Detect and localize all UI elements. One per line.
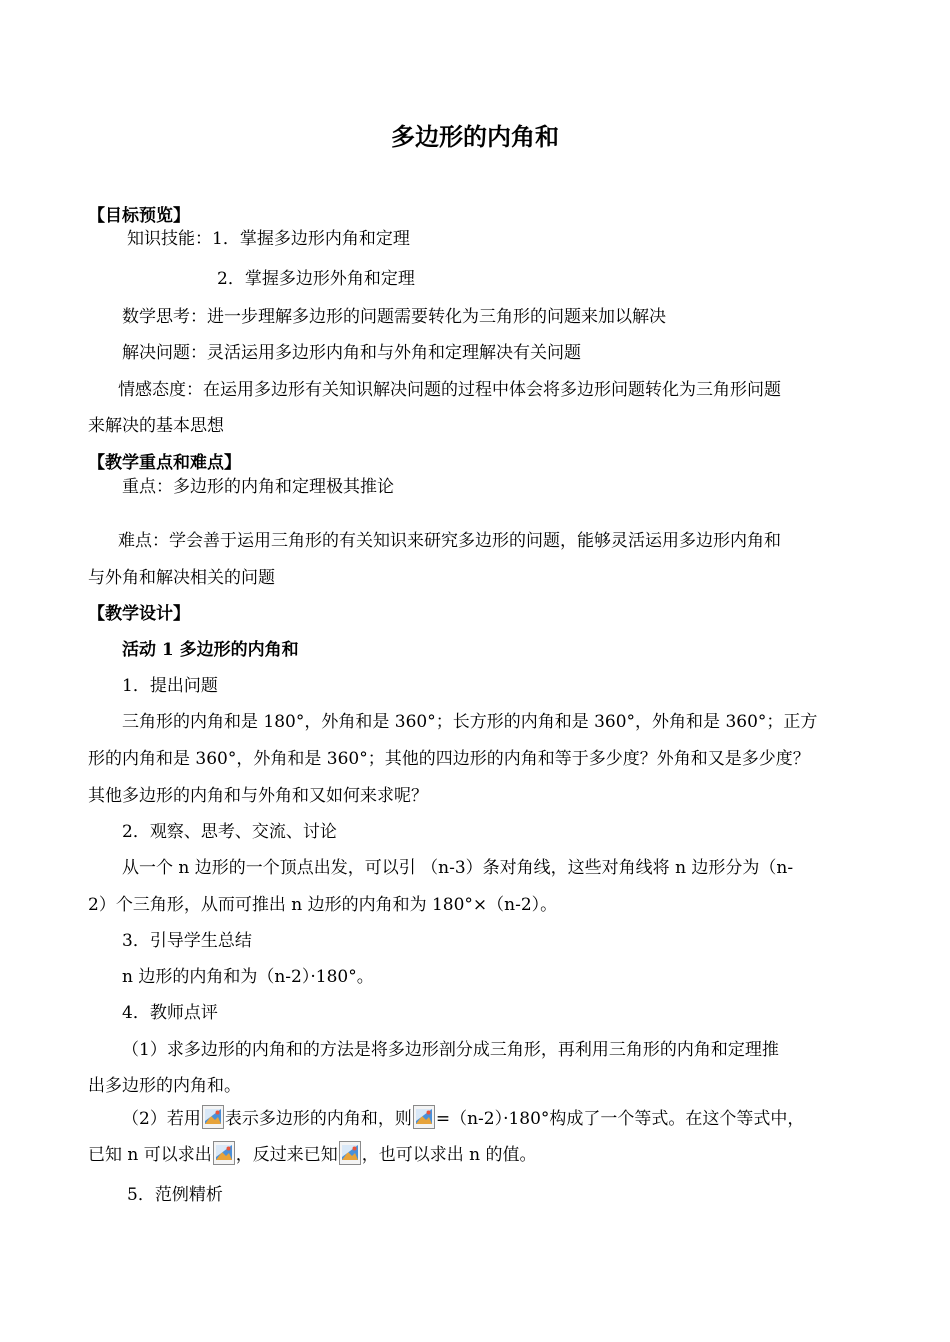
attitude-line-2: 来解决的基本思想 [88, 416, 224, 436]
step-2-line-1: 从一个 n 边形的一个顶点出发，可以引 （n-3）条对角线，这些对角线将 n 边形分为（n- [122, 858, 794, 878]
design-heading: 【教学设计】 [88, 604, 190, 624]
difficulty-line-2: 与外角和解决相关的问题 [88, 568, 275, 588]
text-fragment: 已知 n 可以求出 [88, 1145, 212, 1165]
knowledge-skill-1: 知识技能：1．掌握多边形内角和定理 [127, 229, 410, 249]
attitude-line-1: 情感态度：在运用多边形有关知识解决问题的过程中体会将多边形问题转化为三角形问题 [118, 380, 781, 400]
page-title: 多边形的内角和 [391, 122, 559, 151]
step-4-p1-line-2: 出多边形的内角和。 [88, 1076, 241, 1096]
step-1-line-2: 形的内角和是 360°，外角和是 360°；其他的四边形的内角和等于多少度？外角和又是多少度？ [88, 749, 810, 769]
step-1-line-3: 其他多边形的内角和与外角和又如何来求呢？ [88, 786, 428, 806]
activity-title: 活动 1 多边形的内角和 [122, 640, 299, 660]
broken-image-icon [213, 1141, 235, 1165]
broken-image-icon [202, 1105, 224, 1129]
text-fragment: =（n-2）·180°构成了一个等式。在这个等式中， [435, 1109, 805, 1129]
text-fragment: （2）若用 [122, 1109, 201, 1129]
broken-image-icon [339, 1141, 361, 1165]
step-3-heading: 3．引导学生总结 [122, 931, 252, 951]
step-1-heading: 1．提出问题 [122, 676, 218, 696]
step-2-heading: 2．观察、思考、交流、讨论 [122, 822, 337, 842]
key-points-heading: 【教学重点和难点】 [88, 453, 241, 473]
problem-solving: 解决问题：灵活运用多边形内角和与外角和定理解决有关问题 [122, 343, 581, 363]
text-fragment: ，反过来已知 [235, 1145, 338, 1165]
text-fragment: ，也可以求出 n 的值。 [361, 1145, 537, 1165]
step-5-heading: 5．范例精析 [127, 1185, 223, 1205]
step-4-heading: 4．教师点评 [122, 1003, 218, 1023]
goals-heading: 【目标预览】 [88, 206, 190, 226]
math-thinking: 数学思考：进一步理解多边形的问题需要转化为三角形的问题来加以解决 [122, 307, 666, 327]
broken-image-icon [413, 1105, 435, 1129]
step-3-line-1: n 边形的内角和为（n-2）·180°。 [122, 967, 374, 987]
difficulty-line-1: 难点：学会善于运用三角形的有关知识来研究多边形的问题，能够灵活运用多边形内角和 [118, 531, 781, 551]
focus-point: 重点：多边形的内角和定理极其推论 [122, 477, 394, 497]
step-4-p1-line-1: （1）求多边形的内角和的方法是将多边形剖分成三角形，再利用三角形的内角和定理推 [122, 1040, 779, 1060]
step-1-line-1: 三角形的内角和是 180°，外角和是 360°；长方形的内角和是 360°，外角和是 360°；正方 [122, 712, 818, 732]
step-4-p2-line-1 [122, 1105, 804, 1130]
step-2-line-2: 2）个三角形，从而可推出 n 边形的内角和为 180°×（n-2）。 [88, 895, 558, 915]
knowledge-skill-2: 2．掌握多边形外角和定理 [217, 269, 415, 289]
text-fragment: 表示多边形的内角和，则 [224, 1109, 412, 1129]
step-4-p2-line-2 [88, 1141, 537, 1166]
